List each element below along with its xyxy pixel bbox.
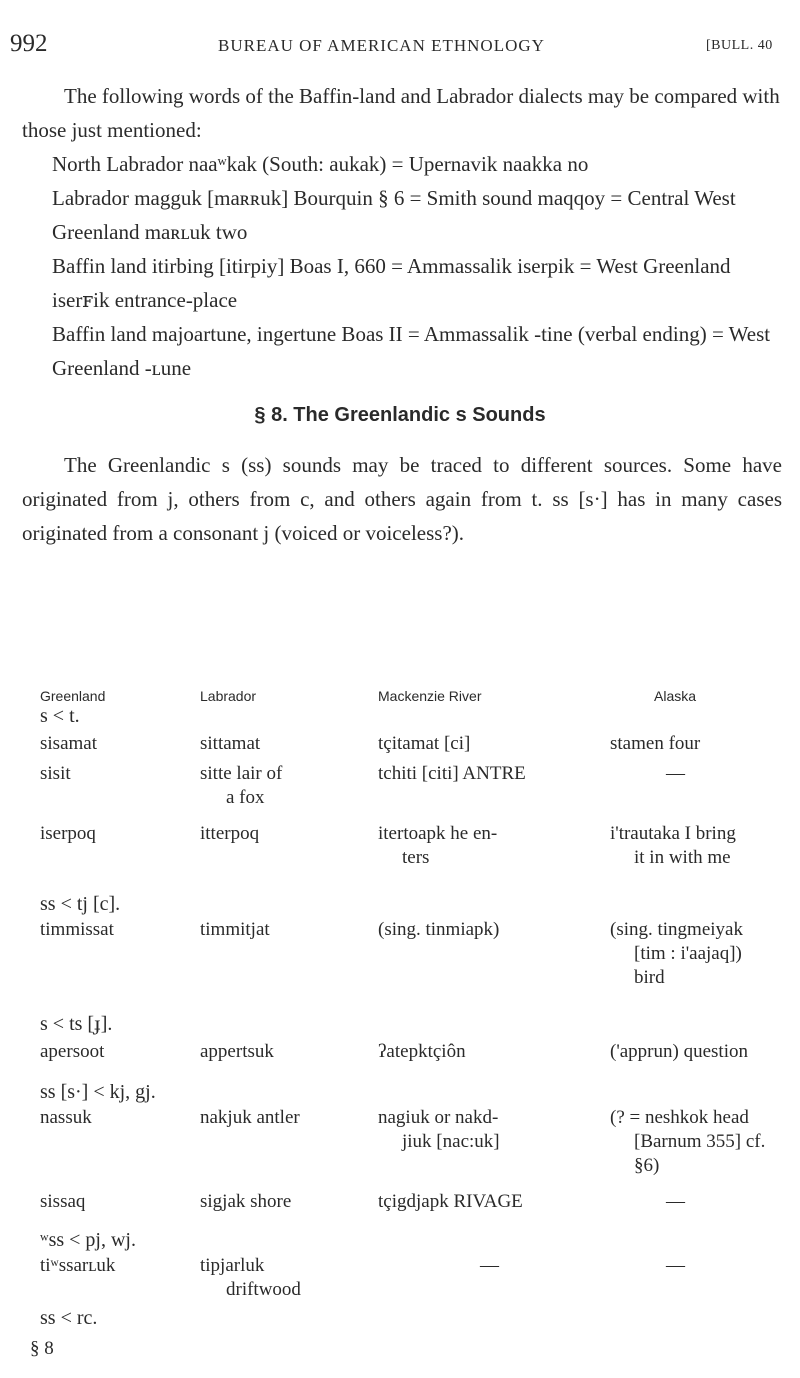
table-cell: iserpoq [40,823,96,844]
comparison-entrance: Baffin land itirbing [itirpiy] Boas I, 660 = Ammassalik iserpik = West Greenland iserꜰik entrance-place [52,254,731,312]
table-cell: sittamat [200,733,261,754]
intro-paragraph: The following words of the Baffin-land and Labrador dialects may be compared with those just mentioned: [22,84,780,142]
table-header-labrador: Labrador [200,688,257,704]
table-cell: — [666,763,685,784]
table-header-greenland: Greenland [40,688,106,704]
footer-section-mark: § 8 [30,1338,54,1359]
comparison-two-line2: Labrador magguk [maʀʀuk] Bourquin § 6 = Smith sound maqqoy = Central West Greenland maʀʟuk two [52,186,736,244]
table-cell: tçigdjapk RIVAGE [378,1191,523,1212]
group-heading: s < ts [ɟ]. [40,1013,113,1035]
table-cell: — [480,1255,499,1276]
table-cell: sigjak shore [200,1191,292,1212]
group-heading: s < t. [40,705,80,727]
section-body: The Greenlandic s (ss) sounds may be traced to different sources. Some have originated from j, others from c, and others again from t. ss [s·] has in many cases originated from a consonant j (voiced or voiceless?). [22,453,782,545]
table-cell: it in with me [634,847,731,868]
table-cell: apersoot [40,1041,105,1062]
table-cell: tiʷssarʟuk [40,1255,116,1276]
table-header-alaska: Alaska [654,688,697,704]
table-cell: (? = neshkok head [610,1107,749,1128]
comparison-two-line1: North Labrador naaʷkak (South: aukak) = Upernavik naakka no [52,152,589,176]
table-cell: sisamat [40,733,97,754]
table-cell: (sing. tingmeiyak [610,919,743,940]
table-cell: tçitamat [ci] [378,733,471,754]
table-cell: sitte lair of [200,763,283,784]
table-cell: ters [402,847,430,868]
table-cell: — [666,1255,685,1276]
table-cell: ('apprun) question [610,1041,748,1062]
group-heading: ss < tj [c]. [40,893,121,915]
table-cell: ʔatepktçiôn [378,1041,466,1062]
table-cell: [Barnum 355] cf. [634,1131,766,1152]
table-cell: bird [634,967,665,988]
table-cell: nagiuk or nakd- [378,1107,499,1128]
table-cell: sissaq [40,1191,86,1212]
table-cell: sisit [40,763,71,784]
table-cell: timmitjat [200,919,270,940]
table-cell: [tim : i'aajaq]) [634,943,742,964]
bulletin-label: [BULL. 40 [706,38,773,53]
table-cell: jiuk [nac:uk] [402,1131,500,1152]
table-cell: appertsuk [200,1041,274,1062]
table-cell: nakjuk antler [200,1107,300,1128]
table-cell: timmissat [40,919,114,940]
table-cell: i'trautaka I bring [610,823,736,844]
group-heading: ʷss < pj, wj. [40,1229,136,1251]
table-cell: tipjarluk [200,1255,265,1276]
table-cell: stamen four [610,733,701,754]
page-number: 992 [10,30,48,57]
comparison-verbal-ending: Baffin land majoartune, ingertune Boas II = Ammassalik -tine (verbal ending) = West Greenland -ʟune [52,322,771,380]
table-cell: a fox [226,787,265,808]
table-header-mackenzie: Mackenzie River [378,688,482,704]
group-heading: ss [s·] < kj, gj. [40,1081,156,1103]
table-cell: itterpoq [200,823,260,844]
table-cell: tchiti [citi] ANTRE [378,763,526,784]
table-cell: §6) [634,1155,660,1176]
table-cell: — [666,1191,685,1212]
group-heading: ss < rc. [40,1307,98,1329]
section-title: § 8. The Greenlandic s Sounds [254,404,546,426]
running-head: BUREAU OF AMERICAN ETHNOLOGY [218,36,545,55]
table-cell: nassuk [40,1107,92,1128]
table-cell: driftwood [226,1279,301,1300]
table-cell: (sing. tinmiapk) [378,919,500,940]
table-cell: itertoapk he en- [378,823,498,844]
